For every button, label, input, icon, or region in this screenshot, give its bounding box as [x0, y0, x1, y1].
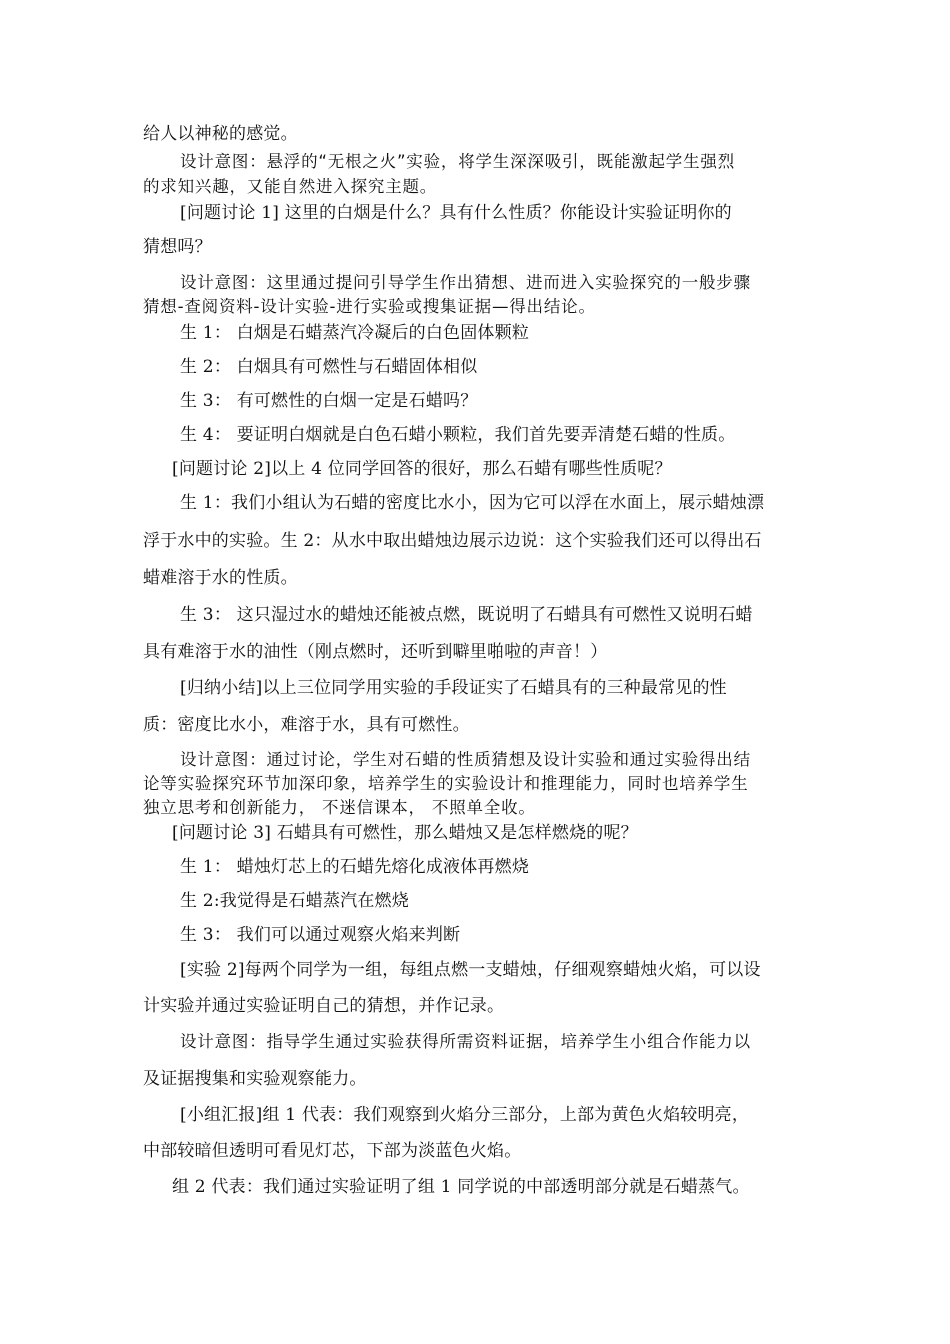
text-line: 质：密度比水小，难溶于水，具有可燃性。: [143, 715, 470, 735]
text-line: 浮于水中的实验。生 2：从水中取出蜡烛边展示边说：这个实验我们还可以得出石: [143, 531, 762, 551]
question-line: [问题讨论 2]以上 4 位同学回答的很好，那么石蜡有哪些性质呢？: [172, 459, 672, 479]
student-answer-line: 生 1： 蜡烛灯芯上的石蜡先熔化成液体再燃烧: [180, 857, 530, 877]
design-intent-line: 独立思考和创新能力， 不迷信课本， 不照单全收。: [143, 798, 536, 817]
design-intent-line: 设计意图：通过讨论，学生对石蜡的性质猜想及设计实验和通过实验得出结: [180, 750, 751, 769]
student-answer-line: 生 4： 要证明白烟就是白色石蜡小颗粒，我们首先要弄清楚石蜡的性质。: [180, 425, 736, 445]
text-line: 蜡难溶于水的性质。: [143, 568, 298, 588]
student-answer-line: 生 1：我们小组认为石蜡的密度比水小，因为它可以浮在水面上，展示蜡烛漂: [180, 493, 765, 513]
student-answer-line: 生 3： 这只湿过水的蜡烛还能被点燃，既说明了石蜡具有可燃性又说明石蜡: [180, 605, 753, 625]
student-answer-line: 生 1： 白烟是石蜡蒸汽冷凝后的白色固体颗粒: [180, 323, 530, 343]
design-intent-line: 的求知兴趣，又能自然进入探究主题。: [143, 177, 438, 196]
text-line: 猜想吗？: [143, 237, 212, 257]
question-line: [问题讨论 3] 石蜡具有可燃性，那么蜡烛又是怎样燃烧的呢？: [172, 823, 638, 843]
text-line: 给人以神秘的感觉。: [143, 124, 298, 144]
text-line: 具有难溶于水的油性（刚点燃时，还听到噼里啪啦的声音！）: [143, 642, 608, 662]
question-line: [问题讨论 1] 这里的白烟是什么？具有什么性质？你能设计实验证明你的: [180, 203, 732, 223]
group-report-line: 组 2 代表：我们通过实验证明了组 1 同学说的中部透明部分就是石蜡蒸气。: [172, 1177, 750, 1197]
student-answer-line: 生 2:我觉得是石蜡蒸汽在燃烧: [180, 891, 409, 911]
text-line: 计实验并通过实验证明自己的猜想，并作记录。: [143, 996, 505, 1016]
design-intent-line: 设计意图：这里通过提问引导学生作出猜想、进而进入实验探究的一般步骤: [180, 273, 751, 292]
group-report-line: [小组汇报]组 1 代表：我们观察到火焰分三部分，上部为黄色火焰较明亮，: [180, 1105, 750, 1125]
student-answer-line: 生 3： 有可燃性的白烟一定是石蜡吗？: [180, 391, 478, 411]
text-line: 中部较暗但透明可看见灯芯，下部为淡蓝色火焰。: [143, 1141, 522, 1161]
text-line: 及证据搜集和实验观察能力。: [143, 1069, 367, 1089]
design-intent-line: 论等实验探究环节加深印象，培养学生的实验设计和推理能力，同时也培养学生: [143, 774, 749, 793]
design-intent-line: 设计意图：指导学生通过实验获得所需资料证据，培养学生小组合作能力以: [180, 1032, 751, 1051]
design-intent-line: 猜想-查阅资料-设计实验-进行实验或搜集证据—得出结论。: [143, 297, 596, 316]
student-answer-line: 生 3： 我们可以通过观察火焰来判断: [180, 925, 461, 945]
student-answer-line: 生 2： 白烟具有可燃性与石蜡固体相似: [180, 357, 478, 377]
experiment-line: [实验 2]每两个同学为一组，每组点燃一支蜡烛，仔细观察蜡烛火焰，可以设: [180, 960, 761, 980]
summary-line: [归纳小结]以上三位同学用实验的手段证实了石蜡具有的三种最常见的性: [180, 678, 727, 698]
design-intent-line: 设计意图：悬浮的“无根之火”实验，将学生深深吸引，既能激起学生强烈: [180, 152, 735, 171]
